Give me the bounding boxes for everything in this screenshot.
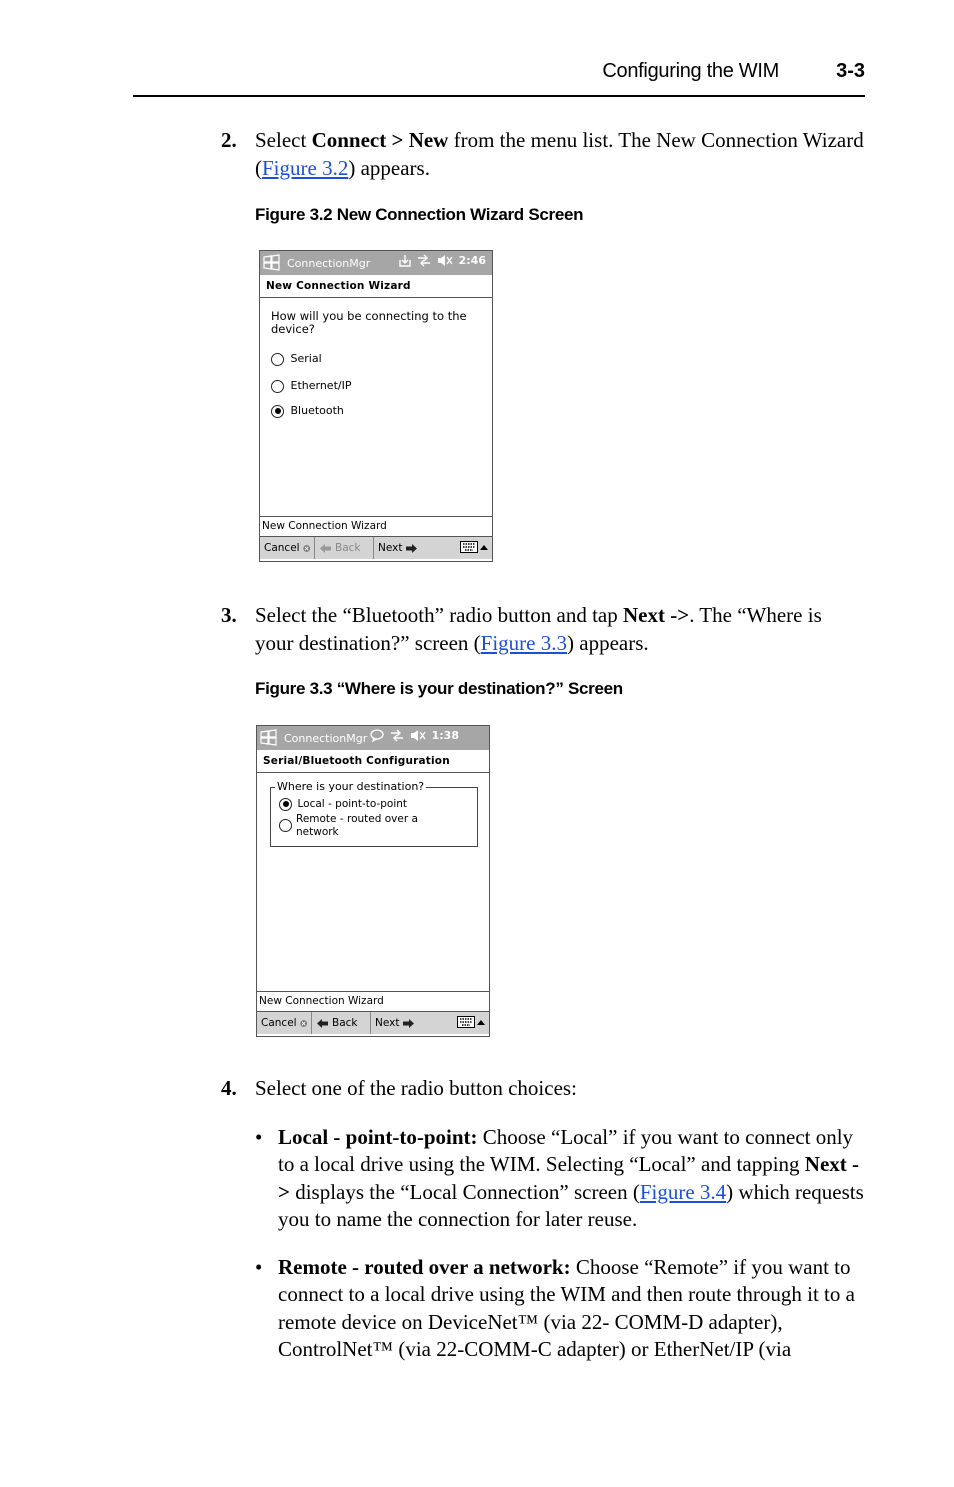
pocketpc-screen-new-connection-wizard xyxy=(259,250,493,562)
close-icon xyxy=(303,543,310,554)
radio-remote[interactable]: Remote - routed over a network xyxy=(279,813,449,839)
menu-bar xyxy=(260,536,492,559)
arrow-left-icon xyxy=(319,543,332,554)
volume-icon[interactable] xyxy=(437,254,453,267)
clock[interactable]: 1:38 xyxy=(431,729,459,742)
destination-group-box xyxy=(270,780,478,847)
step-number: 4. xyxy=(221,1076,237,1100)
step-text: Select one of the radio button choices: xyxy=(255,1076,577,1100)
radio-button-selected[interactable] xyxy=(279,798,292,811)
radio-button[interactable] xyxy=(279,819,292,832)
pocketpc-screen-destination xyxy=(256,725,490,1037)
app-title: ConnectionMgr xyxy=(284,731,368,745)
close-icon xyxy=(300,1018,307,1029)
screen-subtitle: New Connection Wizard xyxy=(260,275,492,298)
volume-icon[interactable] xyxy=(410,729,426,742)
next-button[interactable]: Next xyxy=(371,1012,429,1034)
keyboard-icon[interactable] xyxy=(457,1016,475,1028)
step-text: Select the “Bluetooth” radio button and tap Next ->. The “Where is your destination?” screen (Figure 3.3) appears. xyxy=(255,603,822,655)
running-header-title: Configuring the WIM xyxy=(602,60,779,82)
wizard-body xyxy=(260,298,492,516)
radio-serial[interactable]: Serial xyxy=(271,352,322,366)
figure-caption: Figure 3.3 “Where is your destination?” Screen xyxy=(255,679,623,698)
step-text: Select Connect > New from the menu list. The New Connection Wizard (Figure 3.2) appears. xyxy=(255,128,864,180)
cancel-button[interactable]: Cancel xyxy=(260,537,315,559)
title-bar xyxy=(260,251,492,275)
keyboard-toggle[interactable] xyxy=(460,541,488,553)
arrow-left-icon xyxy=(316,1018,329,1029)
keyboard-toggle[interactable] xyxy=(457,1016,485,1028)
windows-start-icon[interactable] xyxy=(259,728,279,748)
question-text: How will you be connecting to the device? xyxy=(271,309,467,336)
header-divider xyxy=(133,95,865,97)
figure-link[interactable]: Figure 3.2 xyxy=(262,156,349,180)
config-body xyxy=(257,773,489,991)
choice-bullet-list xyxy=(255,1124,865,1363)
connectivity-icon[interactable] xyxy=(417,254,431,267)
step-number: 2. xyxy=(221,128,237,152)
app-title: ConnectionMgr xyxy=(287,256,371,270)
next-button[interactable]: Next xyxy=(374,537,432,559)
figure-caption: Figure 3.2 New Connection Wizard Screen xyxy=(255,205,584,224)
radio-ethernet-ip[interactable]: Ethernet/IP xyxy=(271,379,351,393)
title-bar xyxy=(257,726,489,750)
menu-bar xyxy=(257,1011,489,1034)
caret-up-icon[interactable] xyxy=(480,544,488,550)
tray-icons xyxy=(399,254,486,267)
arrow-right-icon xyxy=(405,543,418,554)
radio-button[interactable] xyxy=(271,380,284,393)
group-title: Where is your destination? xyxy=(277,780,425,793)
status-line: New Connection Wizard xyxy=(260,516,492,536)
radio-button[interactable] xyxy=(271,353,284,366)
step-number: 3. xyxy=(221,603,237,627)
clock[interactable]: 2:46 xyxy=(458,254,486,267)
radio-bluetooth[interactable]: Bluetooth xyxy=(271,404,344,418)
radio-button-selected[interactable] xyxy=(271,405,284,418)
windows-start-icon[interactable] xyxy=(262,253,282,273)
back-button[interactable]: Back xyxy=(312,1012,371,1034)
tray-icons xyxy=(370,729,459,742)
figure-link[interactable]: Figure 3.3 xyxy=(480,631,567,655)
figure-link[interactable]: Figure 3.4 xyxy=(639,1179,727,1204)
screen-subtitle: Serial/Bluetooth Configuration xyxy=(257,750,489,773)
cancel-button[interactable]: Cancel xyxy=(257,1012,312,1034)
keyboard-icon[interactable] xyxy=(460,541,478,553)
list-item: • Local - point-to-point: Choose “Local” if you want to connect only to a local drive using the WIM. Selecting “Local” and tapping Next -> displays the “Local Connection” screen (Figure 3.4) which requests you to name the connection for later reuse. xyxy=(255,1124,865,1233)
list-item: • Remote - routed over a network: Choose “Remote” if you want to connect to a local drive using the WIM and then route through it to a remote device on DeviceNet™ (via 22- COMM-D adapter), ControlNet™ (via 22-COMM-C adapter) or EtherNet/IP (via xyxy=(255,1254,865,1363)
caret-up-icon[interactable] xyxy=(477,1019,485,1025)
arrow-right-icon xyxy=(402,1018,415,1029)
page-number: 3-3 xyxy=(836,60,865,82)
back-button[interactable]: Back xyxy=(315,537,374,559)
radio-local[interactable]: Local - point-to-point xyxy=(279,797,407,811)
message-icon[interactable] xyxy=(370,729,384,742)
sync-icon[interactable] xyxy=(399,254,411,267)
status-line: New Connection Wizard xyxy=(257,991,489,1011)
connectivity-icon[interactable] xyxy=(390,729,404,742)
